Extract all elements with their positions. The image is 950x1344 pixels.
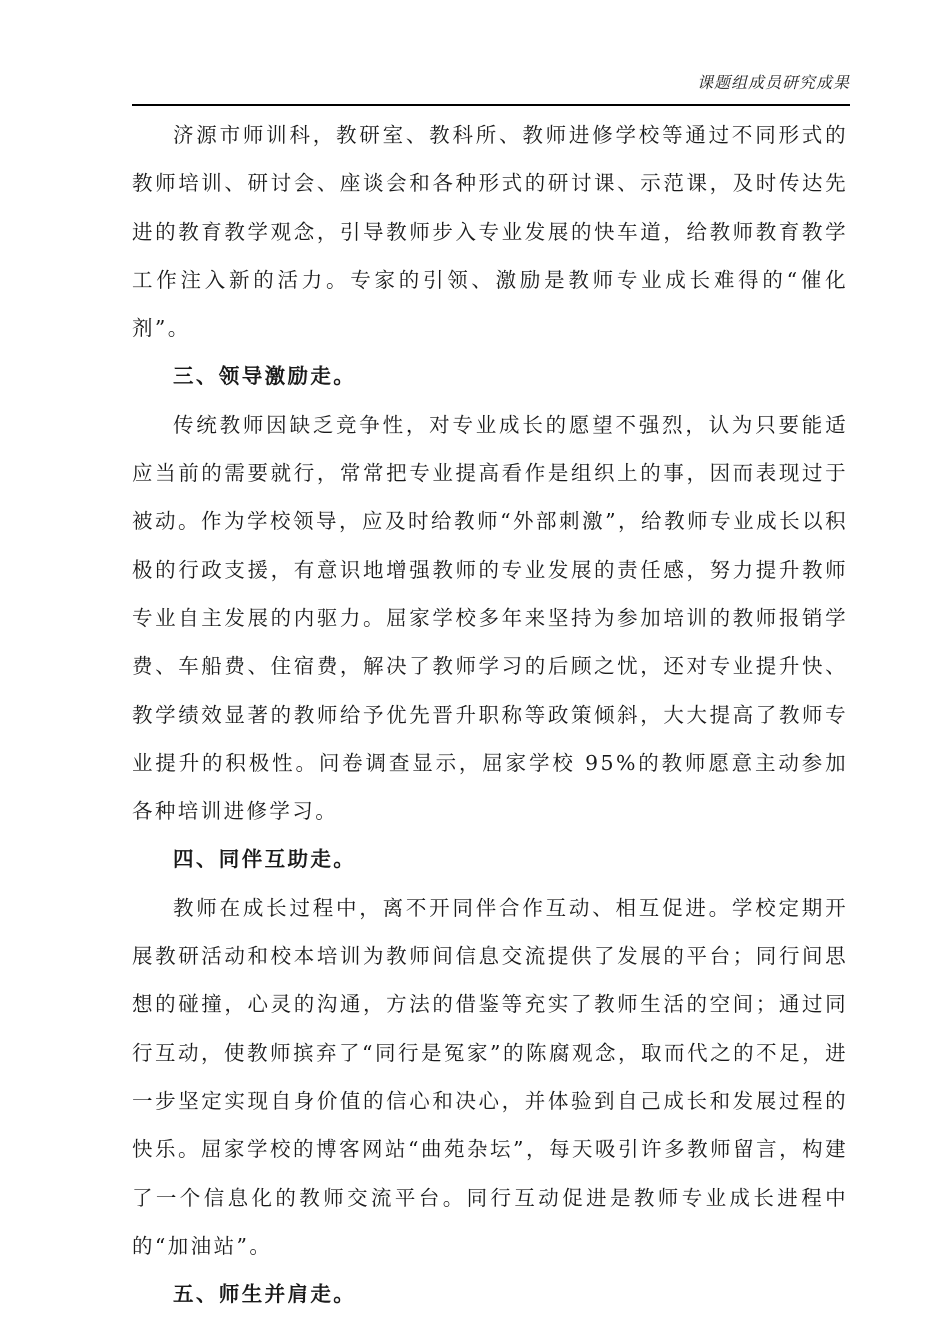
section-heading-teacher-student: 五、师生并肩走。 [173, 1282, 357, 1307]
header-rule [132, 104, 850, 106]
paragraph-peer-support: 教师在成长过程中，离不开同伴合作互动、相互促进。学校定期开展教研活动和校本培训为教师间信息交流提供了发展的平台；同行间思想的碰撞，心灵的沟通，方法的借鉴等充实了教师生活的空间；通过同行互动，使教师摈弃了“同行是冤家”的陈腐观念，取而代之的不足，进一步坚定实现自身价值的信心和决心，并体验到自己成长和发展过程的快乐。屈家学校的博客网站“曲苑杂坛”，每天吸引许多教师留言，构建了一个信息化的教师交流平台。同行互动促进是教师专业成长进程中的“加油站”。 [132, 895, 848, 1258]
section-heading-leadership: 三、领导激励走。 [173, 364, 357, 389]
paragraph-teacher-training: 济源市师训科，教研室、教科所、教师进修学校等通过不同形式的教师培训、研讨会、座谈会和各种形式的研讨课、示范课，及时传达先进的教育教学观念，引导教师步入专业发展的快车道，给教师教育教学工作注入新的活力。专家的引领、激励是教师专业成长难得的“催化剂”。 [132, 123, 848, 341]
running-header: 课题组成员研究成果 [696, 73, 850, 92]
paragraph-leadership: 传统教师因缺乏竞争性，对专业成长的愿望不强烈，认为只要能适应当前的需要就行，常常把专业提高看作是组织上的事，因而表现过于被动。作为学校领导，应及时给教师“外部刺激”，给教师专业成长以积极的行政支援，有意识地增强教师的专业发展的责任感，努力提升教师专业自主发展的内驱力。屈家学校多年来坚持为参加培训的教师报销学费、车船费、住宿费，解决了教师学习的后顾之忧，还对专业提升快、教学绩效显著的教师给予优先晋升职称等政策倾斜，大大提高了教师专业提升的积极性。问卷调查显示，屈家学校 95%的教师愿意主动参加各种培训进修学习。 [132, 412, 848, 824]
section-heading-peer-support: 四、同伴互助走。 [173, 847, 357, 872]
document-body [132, 111, 848, 1318]
